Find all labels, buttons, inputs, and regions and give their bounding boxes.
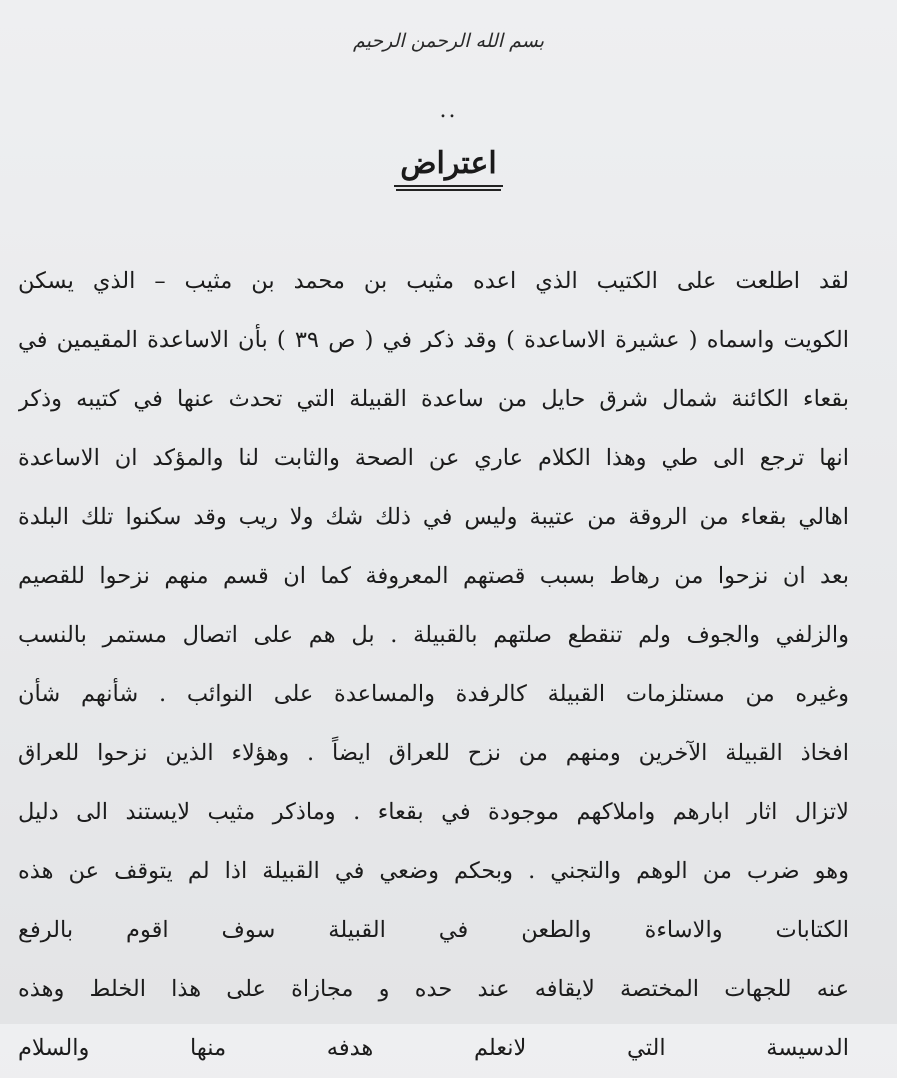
- ornament-dots: ..: [439, 98, 458, 123]
- text-line: والزلفي والجوف ولم تنقطع صلتهم بالقبيلة . بل هم على اتصال مستمر بالنسب: [18, 622, 849, 648]
- text-line: الكتابات والاساءة والطعن في القبيلة سوف اقوم بالرفع: [18, 917, 849, 943]
- text-line: الكويت واسماه ( عشيرة الاساعدة ) وقد ذكر في ( ص ٣٩ ) بأن الاساعدة المقيمين في: [18, 327, 849, 353]
- body-paragraph: [18, 252, 849, 1078]
- text-line: وغيره من مستلزمات القبيلة كالرفدة والمساعدة على النوائب . شأنهم شأن: [18, 681, 849, 707]
- title-container: [0, 146, 897, 187]
- basmala-heading: بسم الله الرحمن الرحيم: [353, 30, 544, 52]
- text-line: افخاذ القبيلة الآخرين ومنهم من نزح للعراق ايضاً . وهؤلاء الذين نزحوا للعراق: [18, 740, 849, 766]
- text-line: بعد ان نزحوا من رهاط بسبب قصتهم المعروفة كما ان قسم منهم نزحوا للقصيم: [18, 563, 849, 589]
- document-title: اعتراض: [394, 146, 502, 187]
- text-line: لقد اطلعت على الكتيب الذي اعده مثيب بن محمد بن مثيب – الذي يسكن: [18, 268, 849, 294]
- text-line: عنه للجهات المختصة لايقافه عند حده و مجازاة على هذا الخلط وهذه: [18, 976, 849, 1002]
- text-line: انها ترجع الى طي وهذا الكلام عاري عن الصحة والثابت لنا والمؤكد ان الاساعدة: [18, 445, 849, 471]
- text-line: بقعاء الكائنة شمال شرق حايل من ساعدة القبيلة التي تحدث عنها في كتيبه وذكر: [18, 386, 849, 412]
- text-line: اهالي بقعاء من الروقة من عتيبة وليس في ذلك شك ولا ريب وقد سكنوا تلك البلدة: [18, 504, 849, 530]
- text-line: لاتزال اثار ابارهم واملاكهم موجودة في بقعاء . وماذكر مثيب لايستند الى دليل: [18, 799, 849, 825]
- text-line: الدسيسة التي لانعلم هدفه منها والسلام: [18, 1035, 849, 1061]
- text-line: وهو ضرب من الوهم والتجني . وبحكم وضعي في القبيلة اذا لم يتوقف عن هذه: [18, 858, 849, 884]
